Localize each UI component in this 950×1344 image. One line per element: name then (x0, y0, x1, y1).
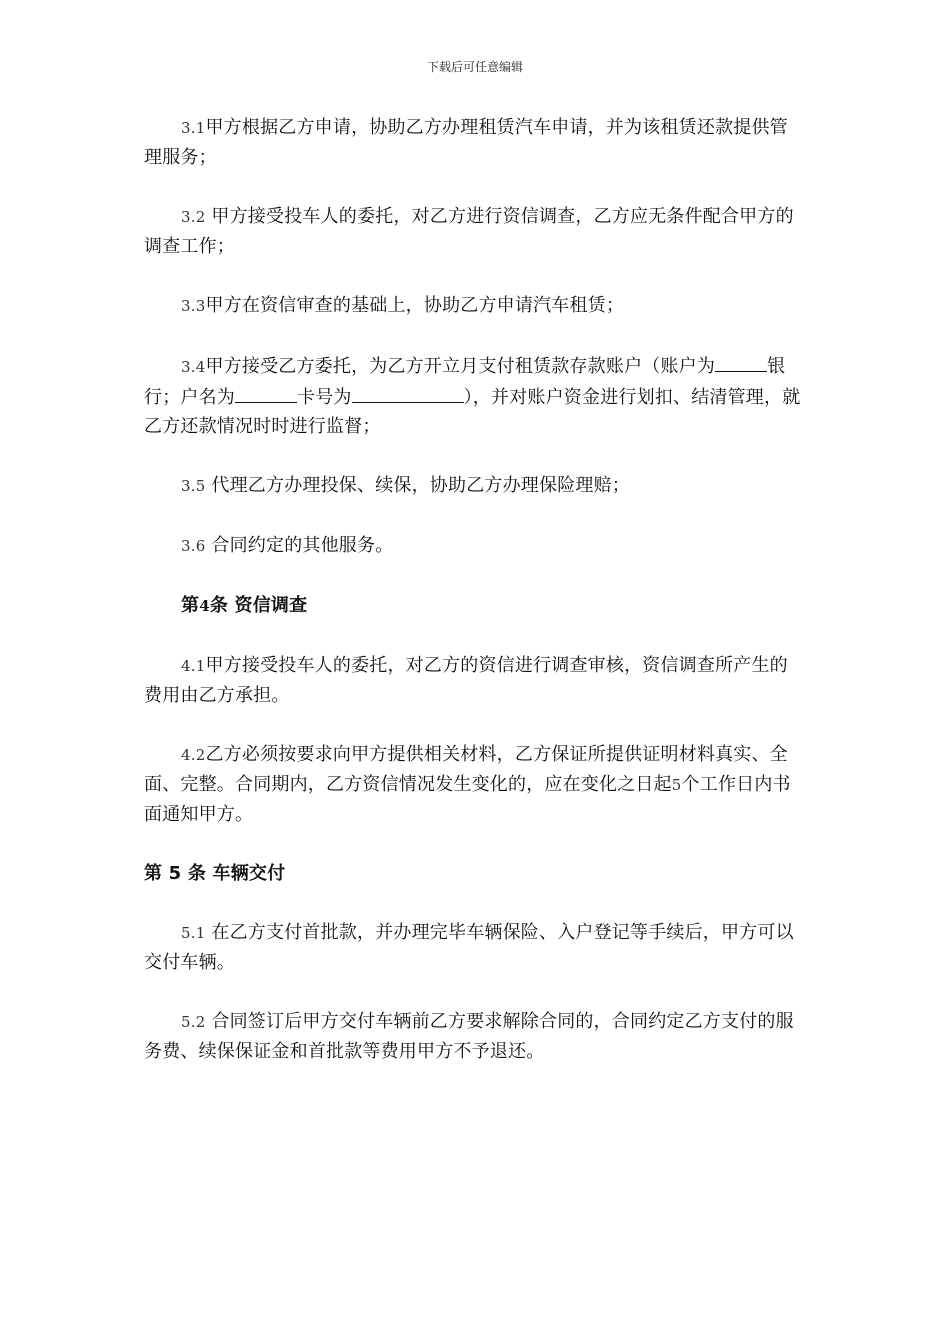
document-body (144, 113, 806, 1096)
clause-number: 4.1 (181, 657, 206, 675)
account-bank-blank (715, 351, 767, 372)
account-name-blank (235, 382, 297, 403)
clause-text: 甲方接受乙方委托，为乙方开立月支付租赁款存款账户（账户为 (205, 356, 716, 377)
clause-number: 3.6 (181, 537, 206, 555)
header-note: 下载后可任意编辑 (426, 60, 523, 74)
article-5-heading: 第 5 条 车辆交付 (144, 863, 286, 884)
clause-text: 甲方根据乙方申请，协助乙方办理租赁汽车申请，并为该租赁还款提供管理服务； (144, 117, 788, 168)
working-days-number: 5 (671, 776, 682, 794)
clause-text: 甲方在资信审查的基础上，协助乙方申请汽车租赁； (205, 295, 625, 316)
clause-text: 合同约定的其他服务。 (205, 535, 394, 556)
clause-text: 个工作日内书面通知甲方。 (144, 774, 791, 825)
clause-number: 3.4 (181, 358, 206, 376)
clause-number: 5.2 (181, 1013, 206, 1031)
clause-number: 3.2 (181, 208, 206, 226)
card-number-blank (352, 382, 464, 403)
clause-text: 在乙方支付首批款，并办理完毕车辆保险、入户登记等手续后，甲方可以交付车辆。 (144, 922, 794, 973)
clause-text: 代理乙方办理投保、续保，协助乙方办理保险理赔； (205, 475, 630, 496)
clause-text: 甲方接受投车人的委托，对乙方的资信进行调查审核，资信调查所产生的费用由乙方承担。 (144, 655, 788, 706)
clause-number: 5.1 (181, 924, 206, 942)
clause-text: ），并对账户资金进行划扣、结清管理，就乙方还款情况时时进行监督； (144, 387, 801, 437)
heading-prefix: 第 (181, 595, 200, 616)
clause-number: 3.5 (181, 477, 206, 495)
clause-3-6 (144, 531, 806, 561)
heading-text: 条 资信调查 (209, 595, 308, 616)
clause-3-2 (144, 202, 806, 261)
clause-4-2 (144, 740, 806, 829)
clause-number: 4.2 (181, 746, 206, 764)
clause-text: 卡号为 (297, 387, 352, 408)
clause-text: 银行；户名为 (144, 356, 786, 408)
clause-number: 3.3 (181, 297, 206, 315)
clause-3-5 (144, 471, 806, 501)
clause-number: 3.1 (181, 119, 206, 137)
article-4-heading (144, 591, 806, 621)
clause-3-3 (144, 291, 806, 321)
heading-number: 4 (199, 597, 210, 615)
clause-5-1 (144, 918, 806, 977)
clause-3-4 (144, 351, 806, 441)
clause-4-1 (144, 651, 806, 710)
clause-text: 乙方必须按要求向甲方提供相关材料，乙方保证所提供证明材料真实、全面、完整。合同期内，乙方资信情况发生变化的，应在变化之日起 (144, 744, 788, 795)
clause-3-1 (144, 113, 806, 172)
clause-text: 合同签订后甲方交付车辆前乙方要求解除合同的，合同约定乙方支付的服务费、续保保证金和首批款等费用甲方不予退还。 (144, 1011, 794, 1062)
clause-5-2 (144, 1007, 806, 1066)
clause-text: 甲方接受投车人的委托，对乙方进行资信调查，乙方应无条件配合甲方的调查工作； (144, 206, 794, 257)
